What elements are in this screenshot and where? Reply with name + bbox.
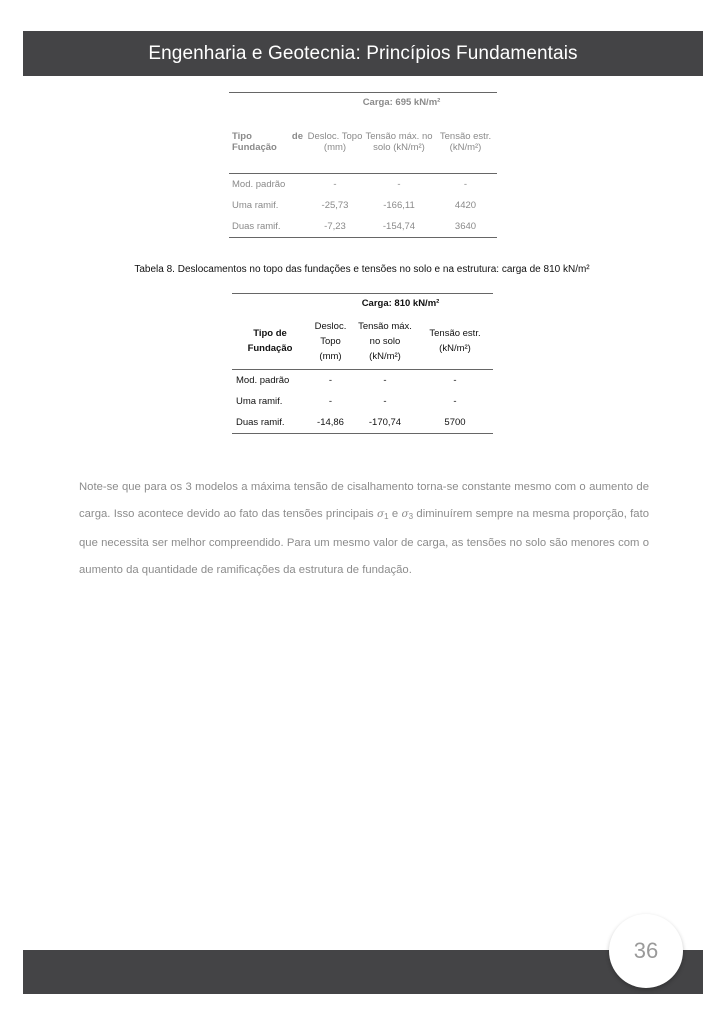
table-load-695 bbox=[229, 92, 497, 238]
cell-structure-stress: 3640 bbox=[434, 216, 497, 238]
table-row bbox=[229, 216, 497, 238]
cell-soil-stress: - bbox=[397, 179, 401, 190]
table-load-label: Carga: 695 kN/m² bbox=[306, 93, 497, 112]
col-header-type: Tipo de Fundação bbox=[232, 313, 308, 370]
page-number-badge bbox=[609, 914, 683, 988]
col-header-type: Tipo de Fundação bbox=[229, 111, 306, 174]
col-header-structure-stress: Tensão estr. (kN/m²) bbox=[434, 111, 497, 174]
cell-displacement: - bbox=[328, 375, 333, 386]
table-row bbox=[229, 195, 497, 216]
col-header-soil-stress: Tensão máx. no solo (kN/m²) bbox=[364, 111, 434, 174]
row-label: Uma ramif. bbox=[232, 200, 279, 211]
col-header-soil-stress: Tensão máx. no solo (kN/m²) bbox=[353, 313, 417, 370]
body-paragraph bbox=[79, 474, 649, 584]
table-row bbox=[229, 174, 497, 196]
cell-displacement: -14,86 bbox=[308, 412, 353, 434]
subscript: 1 bbox=[384, 512, 389, 522]
table-8 bbox=[232, 293, 493, 434]
cell-displacement: -7,23 bbox=[306, 216, 364, 238]
row-label: Duas ramif. bbox=[232, 412, 308, 434]
cell-displacement: - bbox=[333, 179, 337, 190]
cell-structure-stress: 5700 bbox=[417, 412, 493, 434]
cell-structure-stress: - bbox=[453, 375, 457, 386]
cell-soil-stress: - bbox=[383, 396, 387, 407]
cell-soil-stress: -154,74 bbox=[364, 216, 434, 238]
cell-structure-stress: - bbox=[453, 396, 457, 407]
page-number: 36 bbox=[633, 938, 659, 963]
sigma-symbol: σ bbox=[401, 508, 409, 521]
page-footer bbox=[23, 950, 703, 994]
cell-structure-stress: 4420 bbox=[454, 200, 477, 211]
col-header-displacement: Desloc. Topo (mm) bbox=[308, 313, 353, 370]
paragraph-text: Note-se que para os 3 modelos a máxima tensão de cisalhamento torna-se constante mesmo com o aumento de carga. Isso acontece devido ao fato das tensões principais bbox=[79, 481, 649, 521]
col-header-structure-stress: Tensão estr. (kN/m²) bbox=[417, 313, 493, 370]
cell-soil-stress: - bbox=[383, 375, 387, 386]
subscript: 3 bbox=[408, 512, 414, 522]
sigma-symbol: σ bbox=[376, 508, 385, 521]
row-label: Uma ramif. bbox=[236, 396, 283, 407]
paragraph-text: e bbox=[388, 508, 402, 521]
cell-soil-stress: -170,74 bbox=[353, 412, 417, 434]
cell-structure-stress: - bbox=[463, 179, 468, 190]
header-title: Engenharia e Geotecnia: Princípios Fundamentais bbox=[148, 42, 578, 64]
page-header bbox=[23, 31, 703, 76]
row-label: Mod. padrão bbox=[232, 179, 286, 190]
paragraph-text: diminuírem sempre na mesma proporção, fato que necessita ser melhor compreendido. Para um mesmo valor de carga, as tensões no solo são menores com o aumento da quantidade de ramificações da estrutura de fundação. bbox=[79, 508, 649, 577]
col-header-displacement: Desloc. Topo (mm) bbox=[306, 111, 364, 174]
table-load-label: Carga: 810 kN/m² bbox=[308, 294, 493, 314]
cell-displacement: -25,73 bbox=[321, 200, 349, 211]
table-row bbox=[232, 412, 493, 434]
cell-soil-stress: -166,11 bbox=[383, 200, 415, 211]
table-caption: Tabela 8. Deslocamentos no topo das fundações e tensões no solo e na estrutura: carga de 810 kN/m² bbox=[134, 264, 590, 275]
table-row bbox=[232, 370, 493, 392]
cell-displacement: - bbox=[328, 396, 333, 407]
row-label: Mod. padrão bbox=[236, 375, 290, 386]
table-row bbox=[232, 391, 493, 412]
row-label: Duas ramif. bbox=[229, 216, 306, 238]
